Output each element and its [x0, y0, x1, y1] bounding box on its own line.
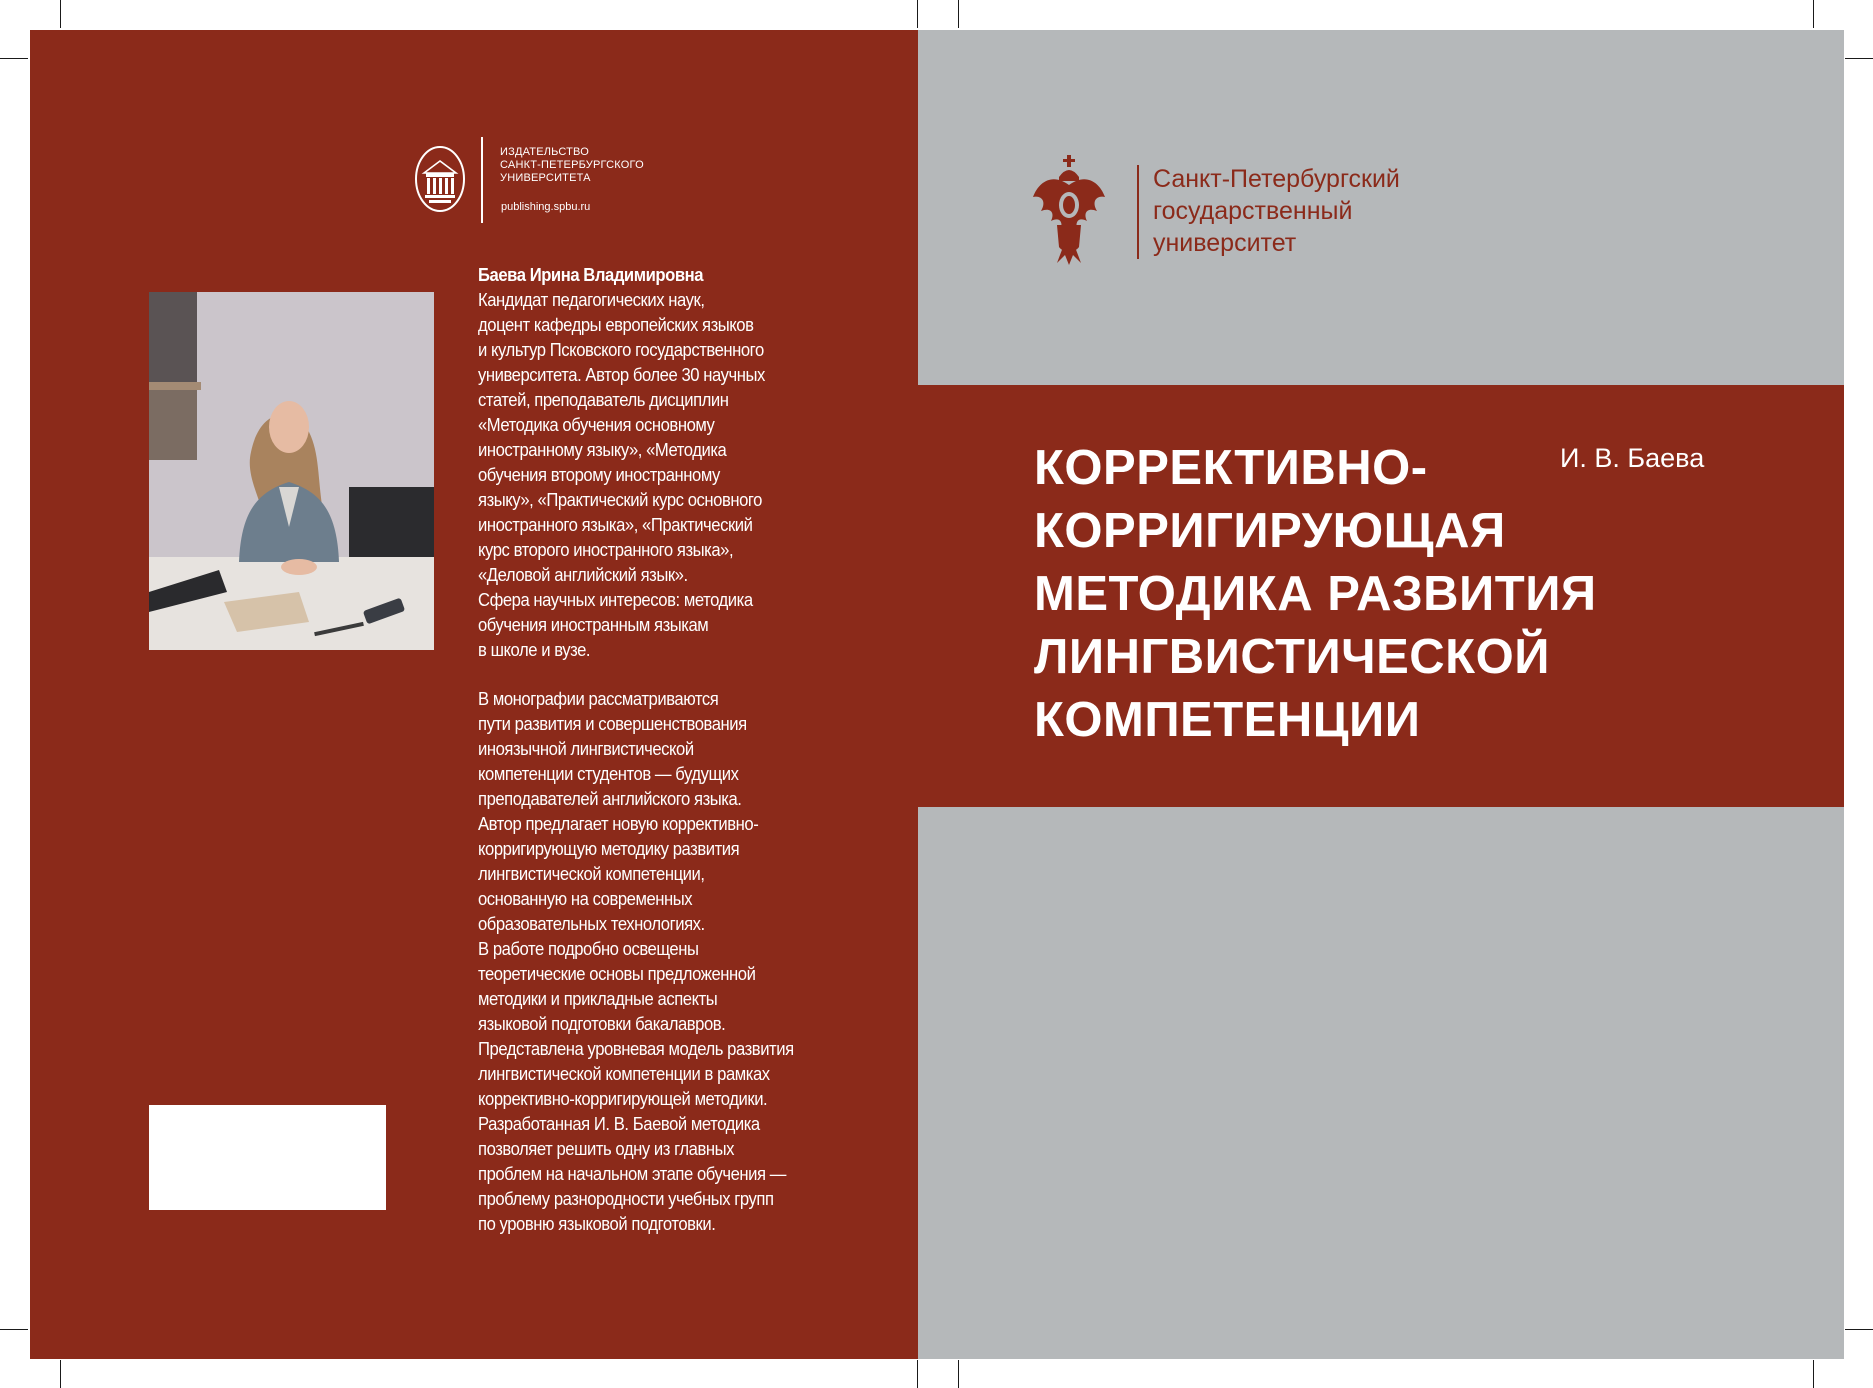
- annotation-line: позволяет решить одну из главных: [478, 1138, 735, 1159]
- annotation-line: теоретические основы предложенной: [478, 963, 756, 984]
- bio-line: университета. Автор более 30 научных: [478, 364, 765, 385]
- bio-line: в школе и вузе.: [478, 639, 591, 660]
- annotation-line: корригирующую методику развития: [478, 838, 740, 859]
- bio-line: доцент кафедры европейских языков: [478, 314, 754, 335]
- annotation-line: пути развития и совершенствования: [478, 713, 747, 734]
- annotation-line: языковой подготовки бакалавров.: [478, 1013, 726, 1034]
- annotation-line: Представлена уровневая модель развития: [478, 1038, 794, 1059]
- publisher-name-line: УНИВЕРСИТЕТА: [500, 172, 591, 184]
- book-title-line: ЛИНГВИСТИЧЕСКОЙ: [1034, 630, 1550, 684]
- bio-line: иностранного языка», «Практический: [478, 514, 753, 535]
- crop-mark: [958, 0, 959, 28]
- annotation-line: лингвистической компетенции,: [478, 863, 705, 884]
- crop-mark: [0, 58, 28, 59]
- paragraph-gap: [478, 662, 838, 686]
- annotation-line: компетенции студентов — будущих: [478, 763, 739, 784]
- university-name-line: университет: [1153, 229, 1297, 257]
- bio-line: статей, преподаватель дисциплин: [478, 389, 729, 410]
- university-divider: [1137, 165, 1139, 259]
- book-title-line: КОРРЕКТИВНО-: [1034, 441, 1428, 495]
- publisher-name-line: САНКТ-ПЕТЕРБУРГСКОГО: [500, 159, 644, 171]
- crop-mark: [60, 1360, 61, 1388]
- crop-mark: [0, 1329, 28, 1330]
- bio-line: иностранному языку», «Методика: [478, 439, 727, 460]
- publisher-name: [500, 146, 700, 185]
- bio-line: обучения второму иностранному: [478, 464, 720, 485]
- crop-mark: [917, 0, 918, 28]
- author-photo: [149, 292, 434, 650]
- front-author: И. В. Баева: [1560, 443, 1705, 473]
- annotation-line: проблему разнородности учебных групп: [478, 1188, 774, 1209]
- university-name: [1153, 163, 1400, 259]
- bio-line: Кандидат педагогических наук,: [478, 289, 705, 310]
- university-emblem-icon: [1033, 155, 1105, 265]
- annotation-line: образовательных технологиях.: [478, 913, 705, 934]
- book-title-line: МЕТОДИКА РАЗВИТИЯ: [1034, 567, 1597, 621]
- crop-mark: [1813, 1360, 1814, 1388]
- annotation-line: коррективно-корригирующей методики.: [478, 1088, 768, 1109]
- university-name-line: Санкт-Петербургский: [1153, 165, 1400, 193]
- book-title-line: КОМПЕТЕНЦИИ: [1034, 693, 1421, 747]
- annotation-line: по уровню языковой подготовки.: [478, 1213, 716, 1234]
- book-title: [1034, 437, 1597, 752]
- bio-line: Сфера научных интересов: методика: [478, 589, 753, 610]
- crop-mark: [60, 0, 61, 28]
- university-name-line: государственный: [1153, 197, 1353, 225]
- book-title-line: КОРРИГИРУЮЩАЯ: [1034, 504, 1506, 558]
- author-full-name: Баева Ирина Владимировна: [478, 264, 704, 285]
- annotation-line: иноязычной лингвистической: [478, 738, 694, 759]
- annotation-line: В монографии рассматриваются: [478, 688, 719, 709]
- bio-line: «Методика обучения основному: [478, 414, 715, 435]
- bio-line: языку», «Практический курс основного: [478, 489, 762, 510]
- annotation-line: В работе подробно освещены: [478, 938, 699, 959]
- publisher-url: publishing.spbu.ru: [501, 201, 591, 213]
- annotation-line: Автор предлагает новую коррективно-: [478, 813, 759, 834]
- crop-mark: [917, 1360, 918, 1388]
- publisher-divider: [481, 137, 483, 223]
- annotation-line: проблем на начальном этапе обучения —: [478, 1163, 786, 1184]
- bio-line: курс второго иностранного языка»,: [478, 539, 734, 560]
- crop-mark: [1813, 0, 1814, 28]
- bio-line: обучения иностранным языкам: [478, 614, 709, 635]
- annotation-line: Разработанная И. В. Баевой методика: [478, 1113, 760, 1134]
- annotation-line: лингвистической компетенции в рамках: [478, 1063, 770, 1084]
- bio-line: и культур Псковского государственного: [478, 339, 764, 360]
- barcode-area: [149, 1105, 386, 1210]
- bio-line: «Деловой английский язык».: [478, 564, 688, 585]
- annotation-line: методики и прикладные аспекты: [478, 988, 718, 1009]
- crop-mark: [1845, 1329, 1873, 1330]
- publisher-name-line: ИЗДАТЕЛЬСТВО: [500, 146, 589, 158]
- annotation-line: основанную на современных: [478, 888, 693, 909]
- crop-mark: [958, 1360, 959, 1388]
- publisher-emblem-icon: [414, 145, 466, 213]
- annotation-line: преподавателей английского языка.: [478, 788, 742, 809]
- crop-mark: [1845, 58, 1873, 59]
- back-cover-text: [478, 262, 838, 1236]
